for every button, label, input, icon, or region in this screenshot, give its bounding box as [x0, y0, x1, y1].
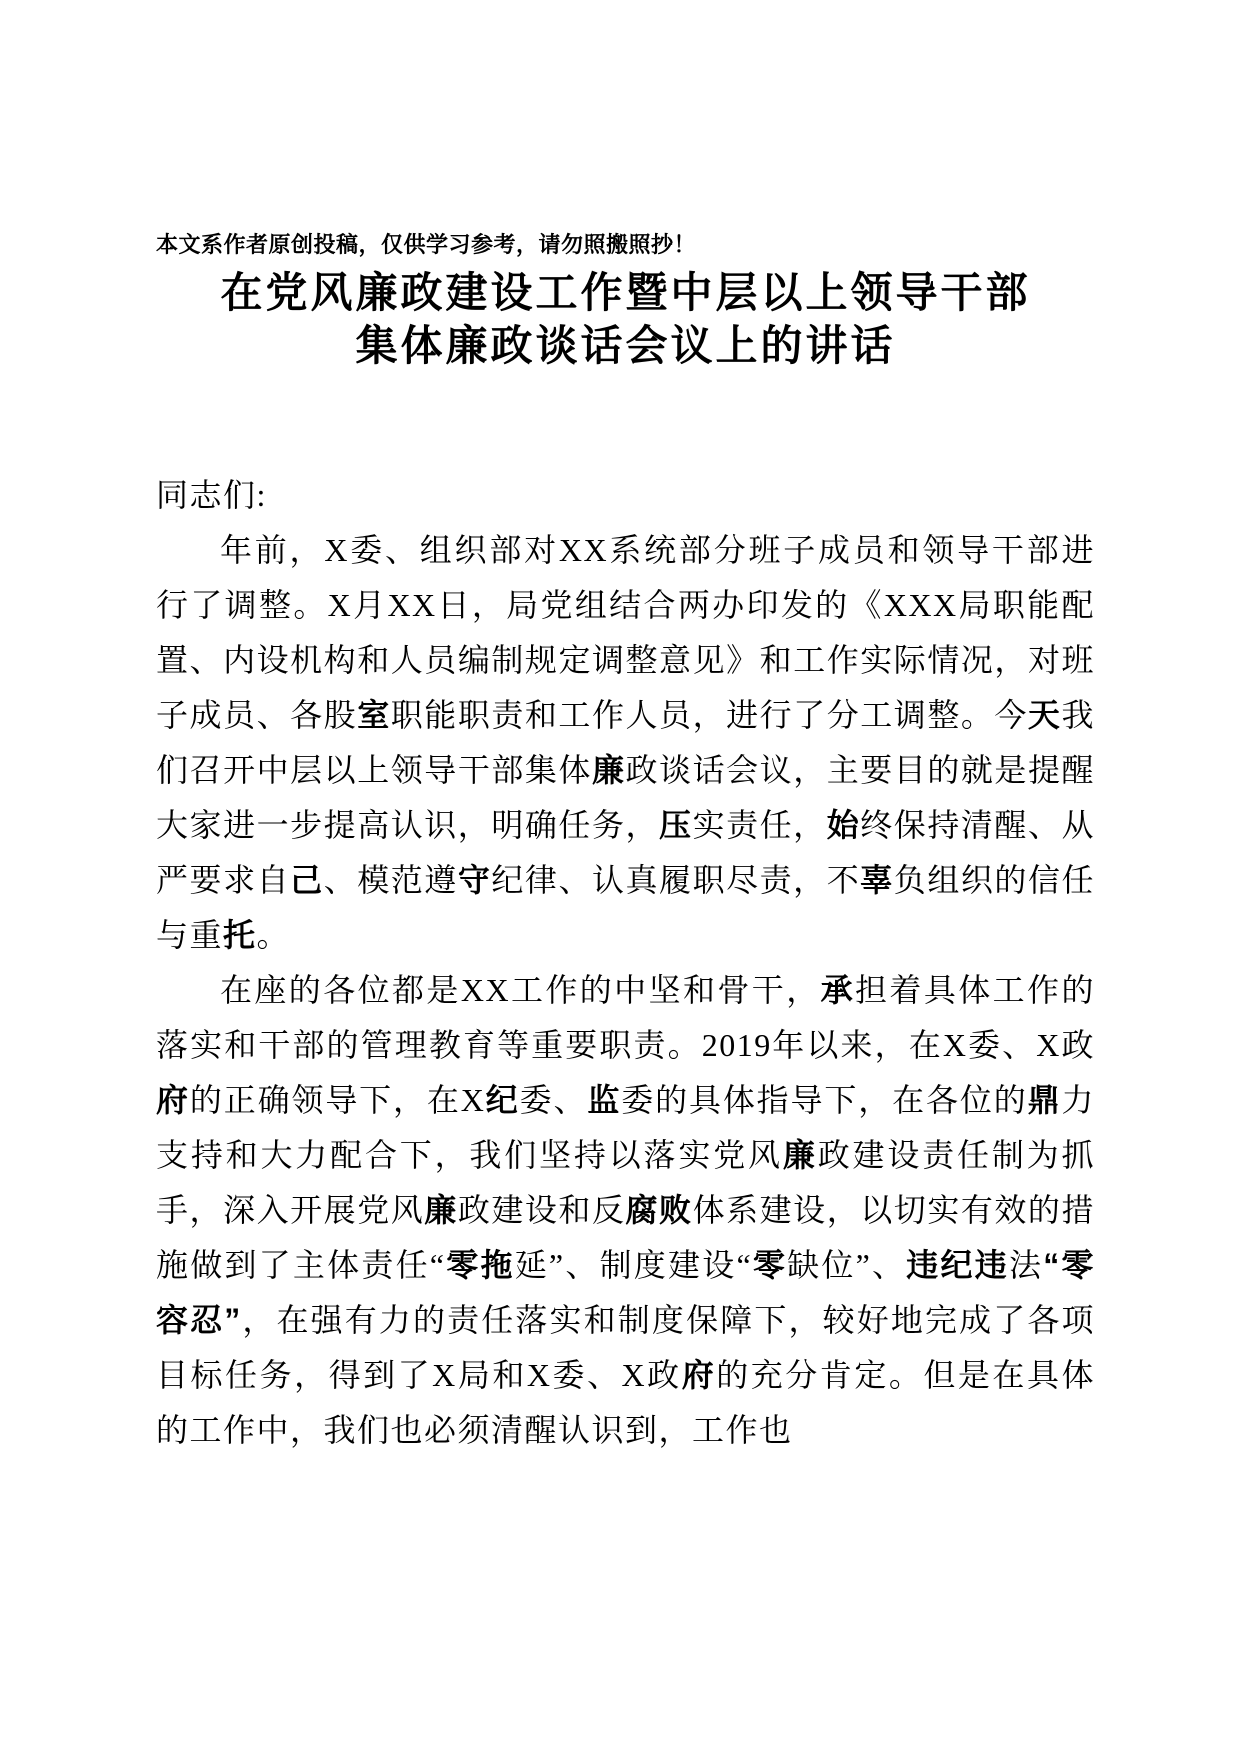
- text-run: 。: [256, 917, 291, 953]
- text-run: 年前，X委、组织部对XX系统部分班子成员和领导干部进行了调整。X月XX日，局党组结合两办印发的《XXX局职能配置、内设机构和人员编制规定调整意见》和工作实际情况，对班子成员、各股: [156, 532, 1095, 733]
- emphasis-run: 监: [587, 1082, 622, 1118]
- emphasis-run: 天: [1027, 697, 1062, 733]
- emphasis-run: 廉: [424, 1192, 458, 1228]
- emphasis-run: 鼎: [1027, 1082, 1062, 1118]
- emphasis-run: 廉: [782, 1137, 818, 1173]
- emphasis-run: 腐败: [625, 1192, 693, 1228]
- text-run: 缺位”、: [787, 1247, 907, 1283]
- emphasis-run: 守: [457, 862, 492, 898]
- document-body: [156, 468, 1095, 1458]
- paragraph: [156, 523, 1095, 963]
- emphasis-run: 己: [290, 862, 324, 898]
- emphasis-run: 纪: [485, 1082, 520, 1118]
- text-run: 法: [1008, 1247, 1044, 1283]
- text-run: ，在强有力的责任落实和制度保障下，较好地完成了各项目标任务，得到了X局和X委、X政: [156, 1302, 1095, 1393]
- paragraph: [156, 963, 1095, 1458]
- emphasis-run: 承: [820, 972, 856, 1008]
- text-run: 在座的各位都是XX工作的中坚和骨干，: [220, 972, 821, 1008]
- text-run: 职能职责和工作人员，进行了分工调整。今: [390, 697, 1028, 733]
- text-run: 政建设和反: [457, 1192, 626, 1228]
- title-line-2: 集体廉政谈话会议上的讲话: [355, 322, 896, 369]
- document-title: [156, 266, 1095, 372]
- text-run: 体系建设，以切实有效的措施做到了主体责任“: [156, 1192, 1095, 1283]
- text-run: 担着具体工作的落实和干部的管理教育等重要职责。2019年以来，在X委、X政: [156, 972, 1095, 1063]
- salutation: 同志们:: [156, 477, 267, 513]
- emphasis-run: 违纪违: [906, 1247, 1009, 1283]
- emphasis-run: 托: [223, 917, 257, 953]
- emphasis-run: 始: [826, 807, 861, 843]
- text-run: 的正确领导下，在X: [189, 1082, 486, 1118]
- text-run: 、模范遵: [323, 862, 458, 898]
- text-run: 负组织的信任与重: [156, 862, 1095, 953]
- emphasis-run: 零拖: [445, 1247, 515, 1283]
- text-run: 政建设责任制为抓手，深入开展党风: [156, 1137, 1095, 1228]
- text-run: 纪律、认真履职尽责，不: [491, 862, 861, 898]
- text-run: 力支持和大力配合下，我们坚持以落实党风: [156, 1082, 1095, 1173]
- disclaimer-note: 本文系作者原创投稿，仅供学习参考，请勿照搬照抄！: [156, 232, 697, 257]
- text-run: 我们召开中层以上领导干部集体: [156, 697, 1095, 788]
- emphasis-run: 压: [659, 807, 693, 843]
- emphasis-run: 府: [156, 1082, 190, 1118]
- text-run: 委、: [519, 1082, 588, 1118]
- emphasis-run: 府: [681, 1357, 717, 1393]
- emphasis-run: 廉: [591, 752, 626, 788]
- emphasis-run: 零: [752, 1247, 788, 1283]
- paragraph-container: [156, 523, 1095, 1458]
- emphasis-run: “零容忍”: [156, 1247, 1095, 1338]
- text-run: 实责任，: [692, 807, 827, 843]
- title-line-1: 在党风廉政建设工作暨中层以上领导干部: [220, 269, 1031, 316]
- text-run: 延”、制度建设“: [514, 1247, 753, 1283]
- emphasis-run: 辜: [860, 862, 894, 898]
- text-run: 委的具体指导下，在各位的: [621, 1082, 1028, 1118]
- text-run: 终保持清醒、从严要求自: [156, 807, 1095, 898]
- text-run: 的充分肯定。但是在具体的工作中，我们也必须清醒认识到，工作也: [156, 1357, 1095, 1448]
- text-run: 政谈话会议，主要目的就是提醒大家进一步提高认识，明确任务，: [156, 752, 1095, 843]
- emphasis-run: 室: [357, 697, 391, 733]
